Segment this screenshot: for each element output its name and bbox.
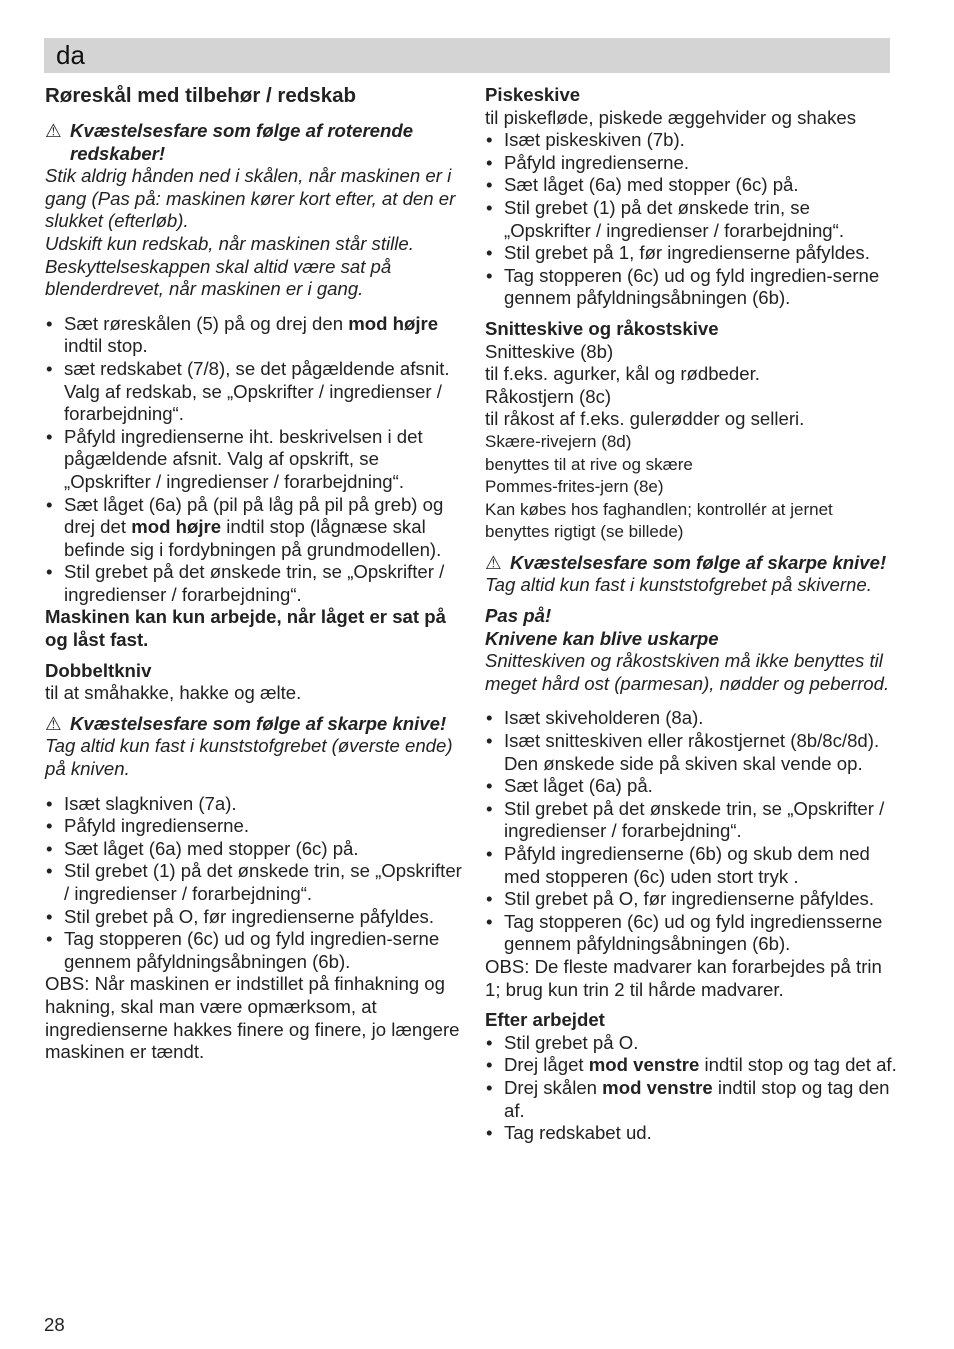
text-line: til råkost af f.eks. gulerødder og selleri. — [485, 408, 805, 430]
warning-triangle-icon: ⚠ — [485, 551, 502, 573]
text-line: Pommes-frites-jern (8e) — [485, 477, 664, 497]
obs-note: OBS: De fleste madvarer kan forarbejdes på trin 1; brug kun trin 2 til hårde madvarer. — [485, 955, 882, 1000]
list-item: • sæt redskabet (7/8), se det pågældende afsnit. Valg af redskab, se „Opskrifter / ingredienser / forarbejdning“. — [45, 358, 463, 426]
text-line: til f.eks. agurker, kål og rødbeder. — [485, 363, 760, 385]
section-title-slicing-disc: Snitteskive og råkostskive — [485, 317, 719, 339]
section-title-whisk-disc: Piskeskive — [485, 84, 581, 105]
list-item: • Stil grebet (1) på det ønskede trin, se „Opskrifter / ingredienser / forarbejdning“. — [45, 860, 463, 905]
list-item: • Påfyld ingredienserne. — [485, 152, 897, 175]
page-number: 28 — [44, 1314, 65, 1335]
text-line: Snitteskive (8b) — [485, 340, 614, 362]
warning-triangle-icon: ⚠ — [45, 712, 62, 734]
list-item: • Tag redskabet ud. — [485, 1122, 897, 1145]
caution-title: Pas på! — [485, 605, 552, 627]
warning-text: Tag altid kun fast i kunststofgrebet på skiverne. — [485, 574, 872, 596]
text-line: Skære-rivejern (8d) — [485, 431, 632, 451]
language-header-band — [44, 38, 890, 73]
list-item: • Stil grebet på O. — [485, 1032, 897, 1055]
list-item: • Stil grebet (1) på det ønskede trin, se „Opskrifter / ingredienser / forarbejdning“. — [485, 197, 897, 242]
slicing-steps-list — [485, 707, 897, 956]
list-item: • Tag stopperen (6c) ud og fyld ingredien-serne gennem påfyldningsåbningen (6b). — [485, 265, 897, 310]
list-item: • Tag stopperen (6c) ud og fyld ingredien-serne gennem påfyldningsåbningen (6b). — [45, 928, 463, 973]
caution-text: Snitteskiven og råkostskiven må ikke benyttes til meget hård ost (parmesan), nødder og peberrod. — [485, 650, 890, 694]
section-title-after-work: Efter arbejdet — [485, 1009, 605, 1031]
list-item: • Påfyld ingredienserne (6b) og skub dem ned med stopperen (6c) uden stort tryk . — [485, 843, 897, 888]
list-item: • Stil grebet på det ønskede trin, se „Opskrifter / ingredienser / forarbejdning“. — [485, 798, 897, 843]
whisk-subtitle: til piskefløde, piskede æggehvider og shakes — [485, 106, 857, 128]
warning-sharp-knives: ⚠ Kvæstelsesfare som følge af skarpe knive! — [485, 551, 887, 573]
lid-locked-note: Maskinen kan kun arbejde, når låget er sat på og låst fast. — [45, 606, 446, 651]
after-work-steps-list — [485, 1032, 897, 1145]
obs-note: OBS: Når maskinen er indstillet på finhakning og hakning, skal man være opmærksom, at ingredienserne hakkes finere og finere, jo længere maskinen er tændt. — [45, 973, 460, 1063]
list-item: • Isæt snitteskiven eller råkostjernet (8b/8c/8d). Den ønskede side på skiven skal vende op. — [485, 730, 897, 775]
list-item: • Påfyld ingredienserne. — [45, 815, 463, 838]
right-column — [485, 84, 897, 1145]
list-item: • Sæt låget (6a) på. — [485, 775, 897, 798]
warning-text-2: Udskift kun redskab, når maskinen står stille. Beskyttelseskappen skal altid være sat på blenderdrevet, når maskinen er i gang. — [45, 232, 414, 300]
caution-subtitle: Knivene kan blive uskarpe — [485, 627, 719, 649]
language-code: da — [56, 40, 85, 70]
section-title-double-knife: Dobbeltkniv — [45, 659, 152, 681]
left-column — [45, 84, 463, 1064]
list-item: • Sæt låget (6a) på (pil på låg på pil på greb) og drej det mod højre indtil stop (lågnæse skal befinde sig i fordybningen på grundmodellen). — [45, 494, 463, 562]
list-item: • Isæt piskeskiven (7b). — [485, 129, 897, 152]
whisk-steps-list — [485, 129, 897, 310]
list-item: • Sæt røreskålen (5) på og drej den mod højre indtil stop. — [45, 313, 463, 358]
list-item: • Stil grebet på O, før ingredienserne påfyldes. — [45, 906, 463, 929]
double-knife-steps-list — [45, 793, 463, 974]
warning-text: Stik aldrig hånden ned i skålen, når maskinen er i gang (Pas på: maskinen kører kort efter, at den er slukket (efterløb). — [45, 165, 456, 232]
warning-text: Tag altid kun fast i kunststofgrebet (øverste ende) på kniven. — [45, 735, 453, 780]
double-knife-subtitle: til at småhakke, hakke og ælte. — [45, 682, 302, 704]
warning-triangle-icon: ⚠ — [45, 120, 62, 141]
text-line: benyttes til at rive og skære — [485, 454, 693, 474]
list-item: • Tag stopperen (6c) ud og fyld ingrediensserne gennem påfyldningsåbningen (6b). — [485, 911, 897, 956]
list-item: • Påfyld ingredienserne iht. beskrivelsen i det pågældende afsnit. Valg af opskrift, se „Opskrifter / ingredienser / forarbejdning“. — [45, 426, 463, 494]
list-item: • Drej skålen mod venstre indtil stop og tag den af. — [485, 1077, 897, 1122]
section-title-mixing-bowl: Røreskål med tilbehør / redskab — [45, 84, 357, 107]
list-item: • Stil grebet på det ønskede trin, se „Opskrifter / ingredienser / forarbejdning“. — [45, 561, 463, 606]
warning-sharp-knives: ⚠ Kvæstelsesfare som følge af skarpe knive! — [45, 712, 447, 734]
text-line: Råkostjern (8c) — [485, 385, 612, 407]
list-item: • Isæt skiveholderen (8a). — [485, 707, 897, 730]
mixing-steps-list — [45, 313, 463, 607]
list-item: • Stil grebet på O, før ingredienserne påfyldes. — [485, 888, 897, 911]
warning-rotating-tools: ⚠ Kvæstelsesfare som følge af roterende redskaber! — [45, 120, 414, 164]
list-item: • Sæt låget (6a) med stopper (6c) på. — [485, 174, 897, 197]
list-item: • Sæt låget (6a) med stopper (6c) på. — [45, 838, 463, 861]
list-item: • Drej låget mod venstre indtil stop og tag det af. — [485, 1054, 897, 1077]
list-item: • Stil grebet på 1, før ingredienserne påfyldes. — [485, 242, 897, 265]
text-line: Kan købes hos faghandlen; kontrollér at jernet benyttes rigtigt (se billede) — [485, 499, 833, 542]
list-item: • Isæt slagkniven (7a). — [45, 793, 463, 816]
